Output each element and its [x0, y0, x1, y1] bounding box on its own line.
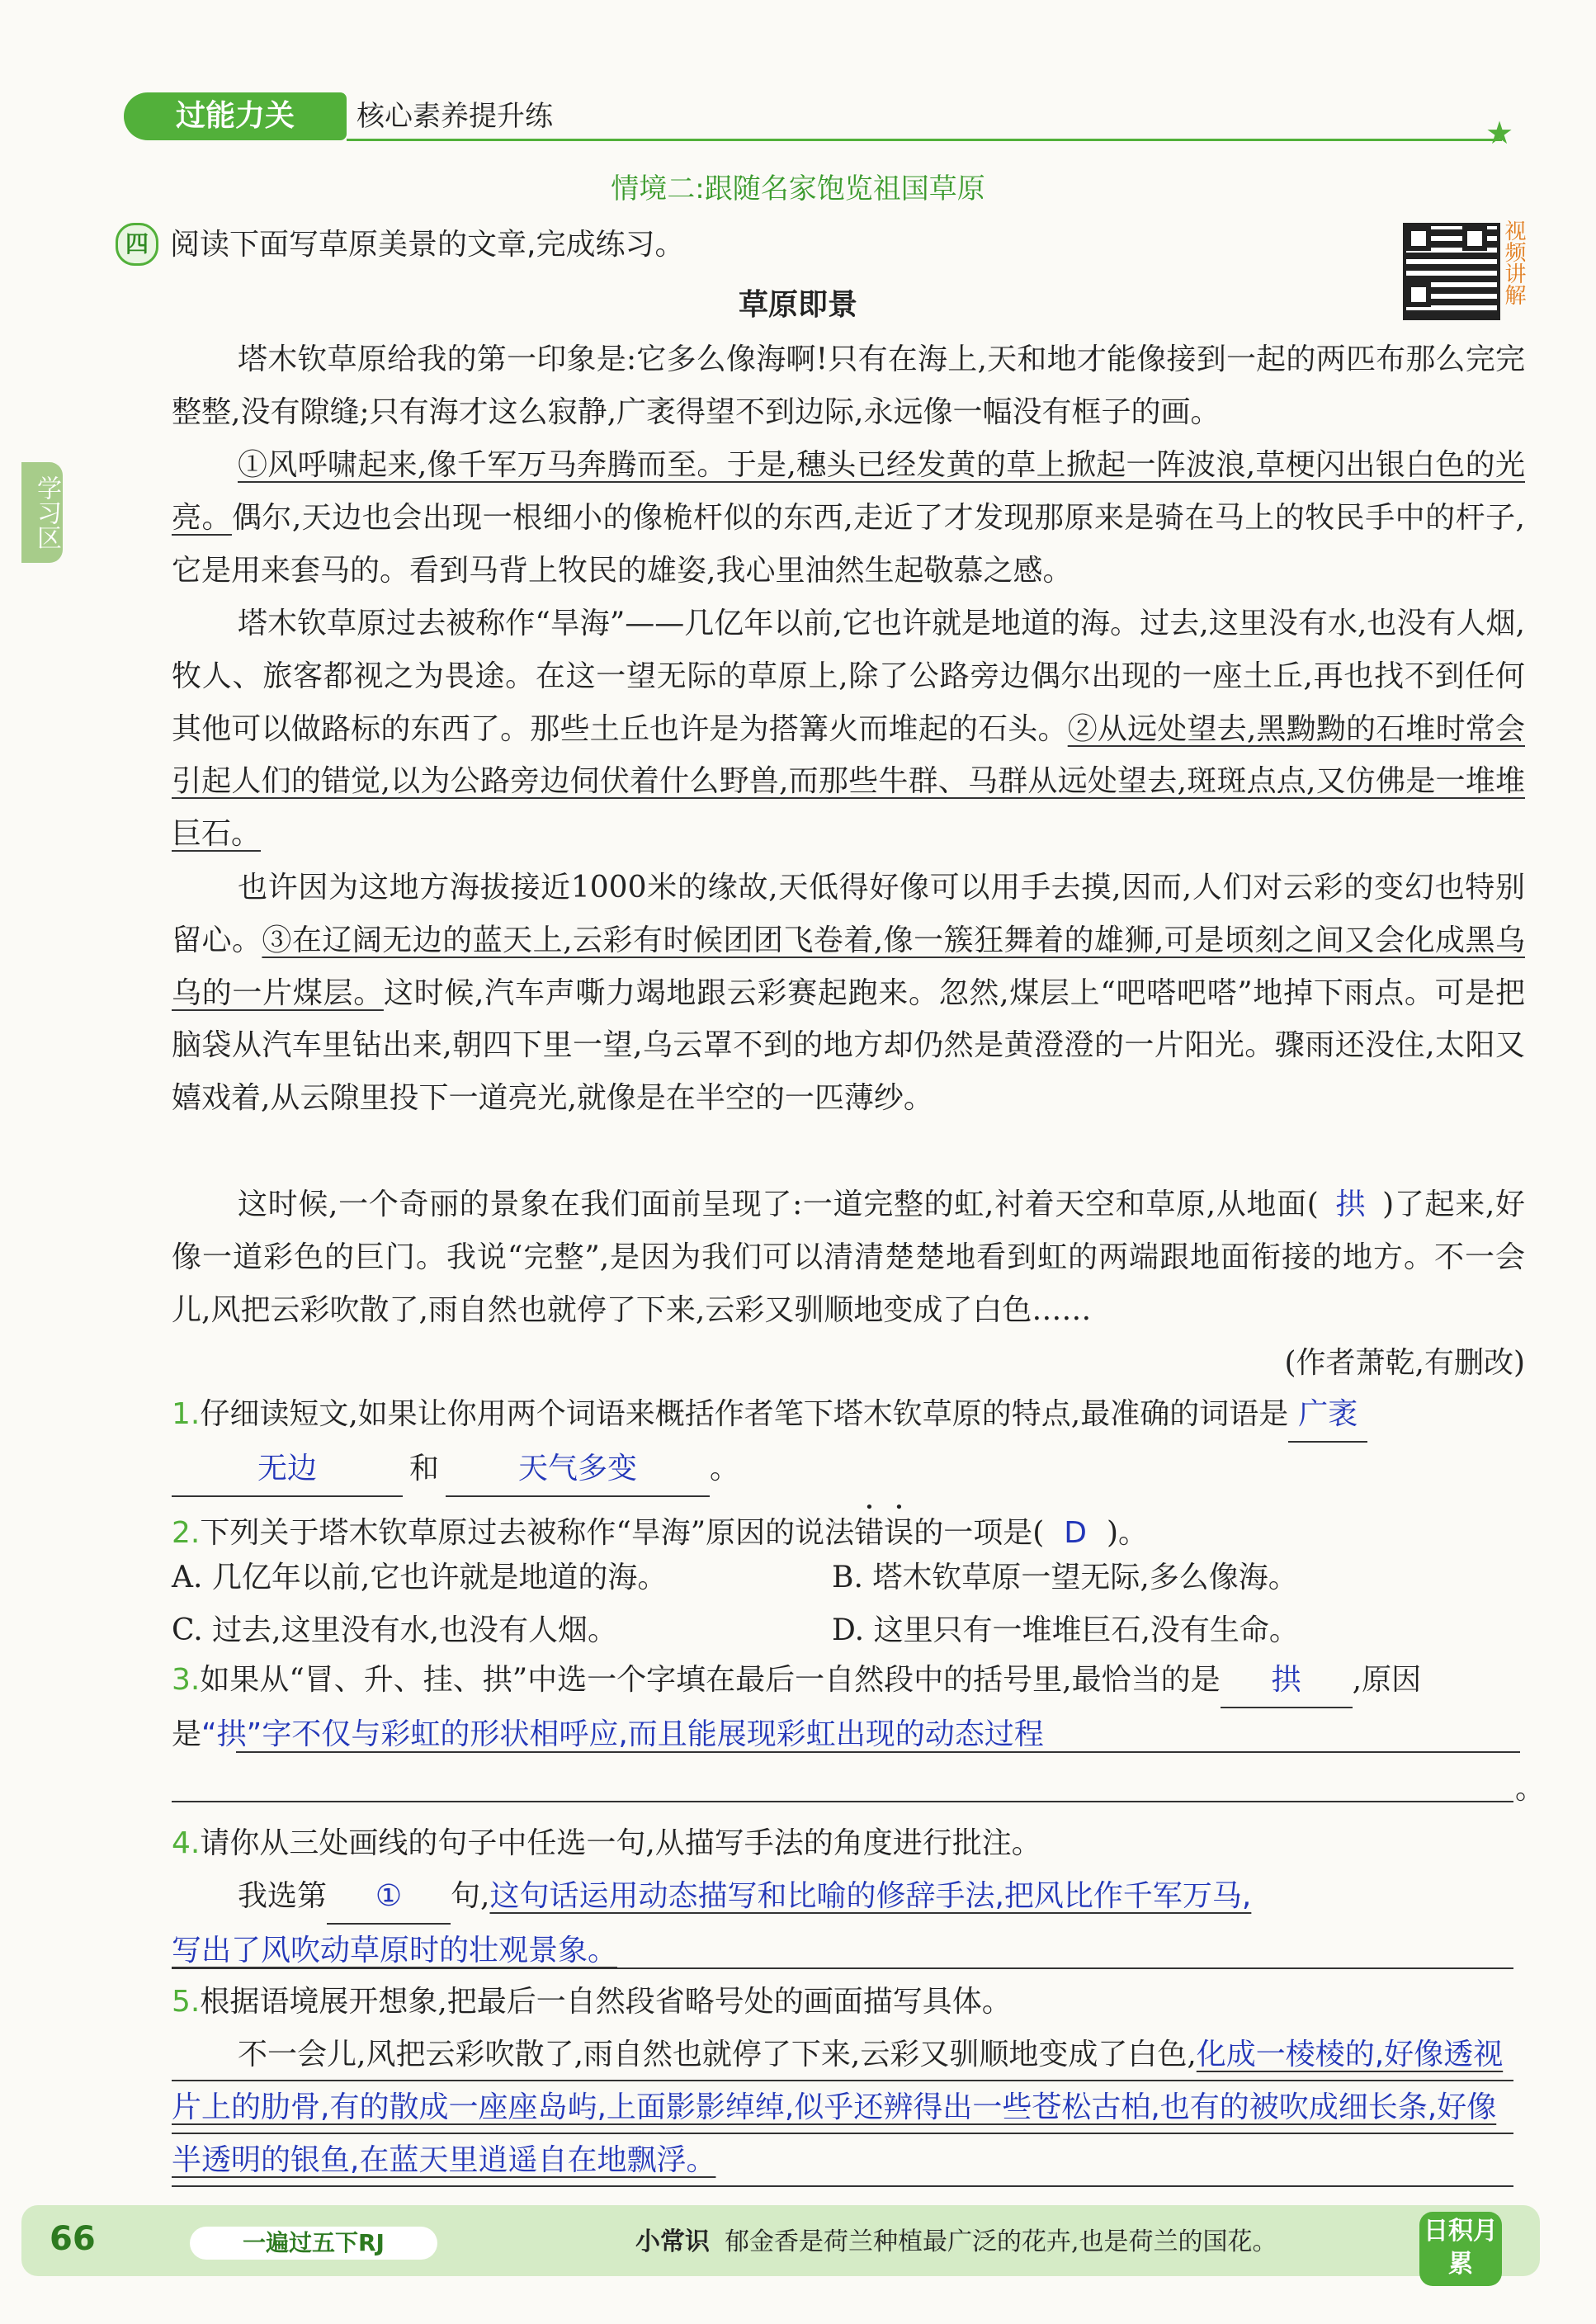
passage-paragraph-2 — [172, 439, 1525, 597]
paragraph-text: )了起来,好像一道彩色的巨门。我说“完整”,是因为我们可以清清楚楚地看到虹的两端跟地面衔接的地方。不一会儿,风把云彩吹散了,雨自然也就停了下来,云彩又驯顺地变成了白色…… — [172, 1188, 1525, 1327]
option-d[interactable]: D. 这里只有一堆堆巨石,没有生命。 — [832, 1613, 1299, 1647]
underlined-sentence-3: ③在辽阔无边的蓝天上,云彩有时候团团飞卷着,像一簇狂舞着的雄狮,可是顷刻之间又会化成黑乌乌的一片煤层。 — [172, 923, 1525, 1010]
question-text: 请你从三处画线的句子中任选一句,从描写手法的角度进行批注。 — [200, 1826, 1041, 1860]
qr-finder-icon — [1462, 226, 1487, 251]
paragraph-text: 这时候,一个奇丽的景象在我们面前呈现了:一道完整的虹,衬着天空和草原,从地面( — [238, 1188, 1319, 1221]
question-text: 如果从“冒、升、挂、拱”中选一个字填在最后一自然段中的括号里,最恰当的是 — [200, 1663, 1221, 1697]
question-text: 和 — [409, 1452, 440, 1486]
qr-finder-icon — [1406, 226, 1431, 251]
question-number: 4. — [172, 1826, 201, 1860]
passage-title: 草原即景 — [738, 288, 857, 322]
annotation-answer[interactable]: 这句话运用动态描写和比喻的修辞手法,把风比作千军万马, — [489, 1879, 1252, 1913]
question-number: 5. — [172, 1985, 201, 2019]
answer-blank[interactable]: 天气多变 — [446, 1443, 710, 1497]
question-2 — [172, 1499, 1525, 1560]
header-subtitle: 核心素养提升练 — [357, 100, 553, 133]
option-a[interactable]: A. 几亿年以前,它也许就是地道的海。 — [172, 1561, 668, 1594]
underlined-sentence-2: ②从远处望去,黑黝黝的石堆时常会引起人们的错觉,以为公路旁边伺伏着什么野兽,而那些牛群、马群从远处望去,斑斑点点,又仿佛是一堆堆巨石。 — [172, 711, 1525, 852]
reason-answer[interactable]: “拱”字不仅与彩虹的形状相呼应,而且能展现彩虹出现的动态过程 — [201, 1717, 1044, 1751]
book-label: 一遍过五下RJ — [190, 2227, 437, 2260]
question-number: 2. — [172, 1516, 201, 1550]
section-instruction: 阅读下面写草原美景的文章,完成练习。 — [170, 228, 685, 262]
option-c[interactable]: C. 过去,这里没有水,也没有人烟。 — [172, 1613, 618, 1647]
tip-text: 郁金香是荷兰种植最广泛的花卉,也是荷兰的国花。 — [725, 2227, 1277, 2256]
question-text: 句, — [451, 1879, 490, 1913]
question-text: 。 — [710, 1452, 740, 1486]
paragraph-text: 偶尔,天边也会出现一根细小的像桅杆似的东西,走近了才发现那原来是骑在马上的牧民手中的杆子,它是用来套马的。看到马背上牧民的雄姿,我心里油然生起敬慕之感。 — [172, 500, 1525, 588]
answer-line — [172, 1801, 1513, 1802]
question-5 — [172, 1976, 1525, 2029]
answer-line — [236, 1751, 1520, 1753]
question-number: 3. — [172, 1663, 201, 1697]
period: 。 — [1515, 1772, 1546, 1806]
page-number: 66 — [50, 2220, 96, 2258]
question-3 — [172, 1654, 1525, 1761]
answer-line — [172, 1967, 1513, 1969]
author-credit: (作者萧乾,有删改) — [1284, 1346, 1525, 1380]
answer-blank[interactable]: 广袤 — [1288, 1388, 1367, 1443]
emphasis-word: 错误 — [854, 1516, 914, 1550]
bracket-answer[interactable]: 拱 — [1334, 1188, 1367, 1221]
question-text: 不一会儿,风把云彩吹散了,雨自然也就停了下来,云彩又驯顺地变成了白色, — [238, 2038, 1197, 2071]
footer-badge: 日积月累 — [1419, 2212, 1502, 2286]
question-5-answer — [172, 2029, 1525, 2187]
question-text: ,原因是 — [172, 1663, 1422, 1751]
annotation-answer[interactable]: 写出了风吹动草原时的壮观景象。 — [172, 1934, 618, 1967]
paragraph-text: 塔木钦草原过去被称作“旱海”——几亿年以前,它也许就是地道的海。过去,这里没有水,也没有人烟,牧人、旅客都视之为畏途。在这一望无际的草原上,除了公路旁边偶尔出现的一座土丘,再也找不到任何其他可以做路标的东西了。那些土丘也许是为搭篝火而堆起的石头。 — [172, 607, 1525, 746]
side-tab: 学习区 — [21, 462, 63, 563]
header-badge: 过能力关 — [124, 92, 347, 140]
question-text: )。 — [1106, 1516, 1149, 1550]
passage-paragraph-4 — [172, 862, 1525, 1125]
paragraph-text: 这时候,汽车声嘶力竭地跟云彩赛起跑来。忽然,煤层上“吧嗒吧嗒”地掉下雨点。可是把脑袋从汽车里钻出来,朝四下里一望,乌云罩不到的地方却仍然是黄澄澄的一片阳光。骤雨还没住,太阳又嬉戏着,从云隙里投下一道亮光,就像是在半空的一匹薄纱。 — [172, 975, 1525, 1116]
question-text: 根据语境展开想象,把最后一自然段省略号处的画面描写具体。 — [200, 1985, 1012, 2019]
passage-paragraph-1: 塔木钦草原给我的第一印象是:它多么像海啊!只有在海上,天和地才能像接到一起的两匹布那么完完整整,没有隙缝;只有海才这么寂静,广袤得望不到边际,永远像一幅没有框子的画。 — [172, 342, 1525, 429]
answer-choice[interactable]: D — [1064, 1516, 1087, 1550]
passage-paragraph-5 — [172, 1179, 1525, 1336]
question-text: 下列关于塔木钦草原过去被称作“旱海”原因的说法 — [200, 1516, 855, 1550]
question-number: 1. — [172, 1397, 201, 1431]
answer-line — [172, 2080, 1513, 2081]
star-icon: ★ — [1485, 115, 1514, 151]
underlined-sentence-1: ①风呼啸起来,像千军万马奔腾而至。于是,穗头已经发黄的草上掀起一阵波浪,草梗闪出银白色的光亮。 — [172, 448, 1525, 535]
question-text: 仔细读短文,如果让你用两个词语来概括作者笔下塔木钦草原的特点,最准确的词语是 — [200, 1397, 1289, 1431]
answer-line — [172, 2133, 1513, 2134]
option-b[interactable]: B. 塔木钦草原一望无际,多么像海。 — [832, 1561, 1298, 1594]
question-text: 我选第 — [238, 1879, 328, 1913]
question-4 — [172, 1817, 1525, 1870]
paragraph-text: 也许因为这地方海拔接近1000米的缘故,天低得好像可以用手去摸,因而,人们对云彩的变幻也特别留心。 — [172, 871, 1525, 957]
question-1 — [172, 1388, 1525, 1497]
question-4-answer — [172, 1870, 1525, 1977]
tip-label: 小常识 — [635, 2227, 710, 2256]
question-2-options — [172, 1552, 1525, 1657]
header-divider — [347, 139, 1502, 141]
passage-paragraph-3 — [172, 598, 1525, 861]
section-marker: 四 — [116, 223, 158, 266]
answer-blank[interactable]: ① — [327, 1870, 451, 1925]
answer-blank[interactable]: 无边 — [172, 1443, 403, 1497]
qr-label: 视频讲解 — [1501, 220, 1526, 305]
answer-line — [172, 2185, 1513, 2187]
scenario-title: 情境二:跟随名家饱览祖国草原 — [611, 172, 985, 205]
question-text: 的一项是( — [914, 1516, 1045, 1550]
answer-blank[interactable]: 拱 — [1221, 1654, 1353, 1708]
imagination-answer[interactable]: 化成一棱棱的,好像透视片上的肋骨,有的散成一座座岛屿,上面影影绰绰,似乎还辨得出一些苍松古柏,也有的被吹成细长条,好像半透明的银鱼,在蓝天里逍遥自在地飘浮。 — [172, 2038, 1504, 2177]
